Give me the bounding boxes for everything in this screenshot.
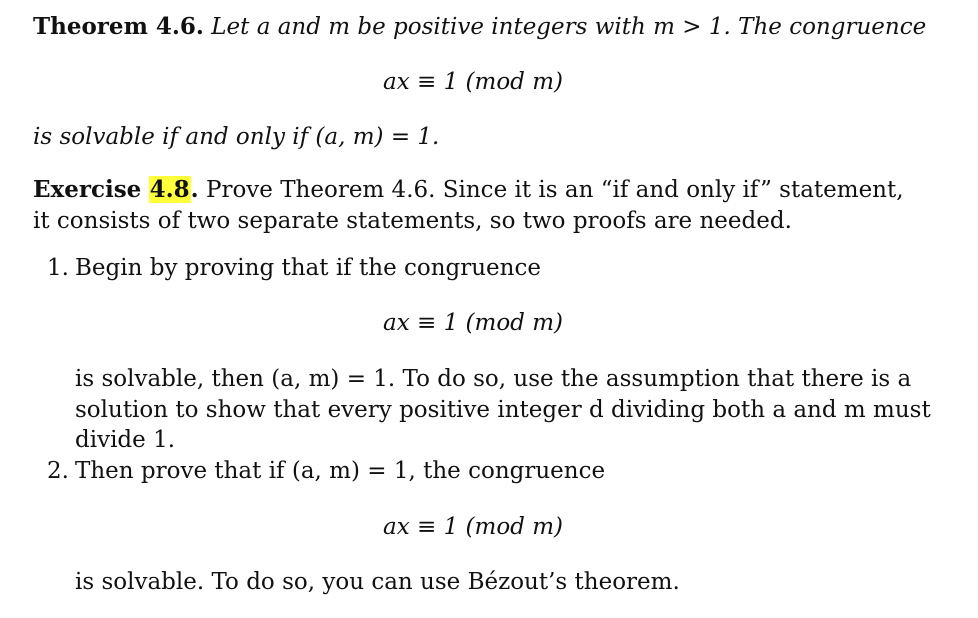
exercise-text-line-1: Prove Theorem 4.6. Since it is an “if and only if” statement, xyxy=(205,177,904,203)
list-item-body-line-2: solution to show that every positive integer d dividing both a and m must xyxy=(75,397,931,423)
exercise-line-1 xyxy=(33,174,904,206)
list-item-intro: Begin by proving that if the congruence xyxy=(75,255,541,281)
theorem-line-1 xyxy=(33,11,926,43)
exercise-text-line-2: it consists of two separate statements, so two proofs are needed. xyxy=(33,208,792,234)
list-item-display-equation: ax ≡ 1 (mod m) xyxy=(383,514,563,540)
exercise-line-2 xyxy=(33,206,792,237)
exercise-label-period: . xyxy=(190,176,199,203)
list-item-body-line-1: is solvable. To do so, you can use Bézout’s theorem. xyxy=(75,569,680,595)
list-item-body-line-3: divide 1. xyxy=(75,427,176,453)
theorem-line-2 xyxy=(33,122,439,153)
theorem-display-equation: ax ≡ 1 (mod m) xyxy=(383,69,563,95)
exercise-label-word: Exercise xyxy=(33,176,142,203)
list-item-intro: Then prove that if (a, m) = 1, the congruence xyxy=(75,458,606,484)
list-item-body-line-1: is solvable, then (a, m) = 1. To do so, use the assumption that there is a xyxy=(75,366,912,392)
theorem-label: Theorem 4.6. xyxy=(33,13,204,40)
list-item-display-equation: ax ≡ 1 (mod m) xyxy=(383,310,563,336)
theorem-statement-line-1: Let a and m be positive integers with m > 1. The congruence xyxy=(211,14,927,40)
list-item-number: 2. xyxy=(47,458,69,484)
exercise-label-number: 4.8 xyxy=(149,176,190,203)
list-item-number: 1. xyxy=(47,255,69,281)
theorem-statement-line-2: is solvable if and only if (a, m) = 1. xyxy=(33,124,440,150)
